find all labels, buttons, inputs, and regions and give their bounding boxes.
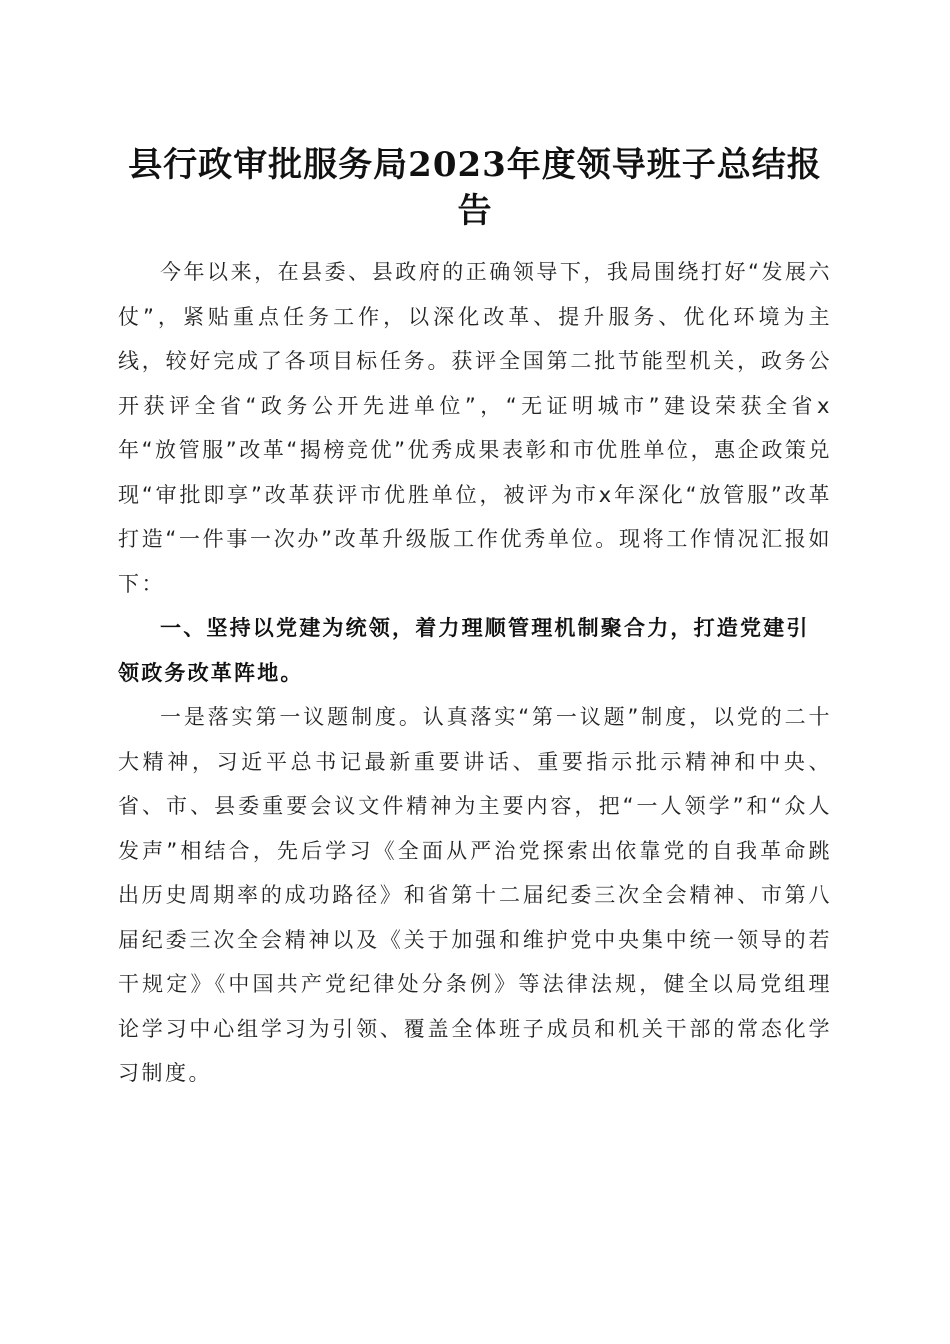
intro-paragraph: 今年以来，在县委、县政府的正确领导下，我局围绕打好“发展六仗”，紧贴重点任务工作，以深化改革、提升服务、优化环境为主线，较好完成了各项目标任务。获评全国第二批节能型机关，政务公开获评全省“政务公开先进单位”，“无证明城市”建设荣获全省x年“放管服”改革“揭榜竞优”优秀成果表彰和市优胜单位，惠企政策兑现“审批即享”改革获评市优胜单位，被评为市x年深化“放管服”改革打造“一件事一次办”改革升级版工作优秀单位。现将工作情况汇报如下： xyxy=(118,260,832,596)
item-lead: 一是落实第一议题制度。 xyxy=(160,705,423,729)
document-title: 县行政审批服务局2023年度领导班子总结报告 xyxy=(128,145,822,231)
document-body xyxy=(118,250,832,1096)
section-heading: 一、坚持以党建为统领，着力理顺管理机制聚合力，打造党建引领政务改革阵地。 xyxy=(118,616,810,685)
item-body: 认真落实“第一议题”制度，以党的二十大精神，习近平总书记最新重要讲话、重要指示批示精神和中央、省、市、县委重要会议文件精神为主要内容，把“一人领学”和“众人发声”相结合，先后学习《全面从严治党探索出依靠党的自我革命跳出历史周期率的成功路径》和省第十二届纪委三次全会精神、市第八届纪委三次全会精神以及《关于加强和维护党中央集中统一领导的若干规定》《中国共产党纪律处分条例》等法律法规，健全以局党组理论学习中心组学习为引领、覆盖全体班子成员和机关干部的常态化学习制度。 xyxy=(118,705,832,1085)
section-item-paragraph xyxy=(118,695,832,1096)
